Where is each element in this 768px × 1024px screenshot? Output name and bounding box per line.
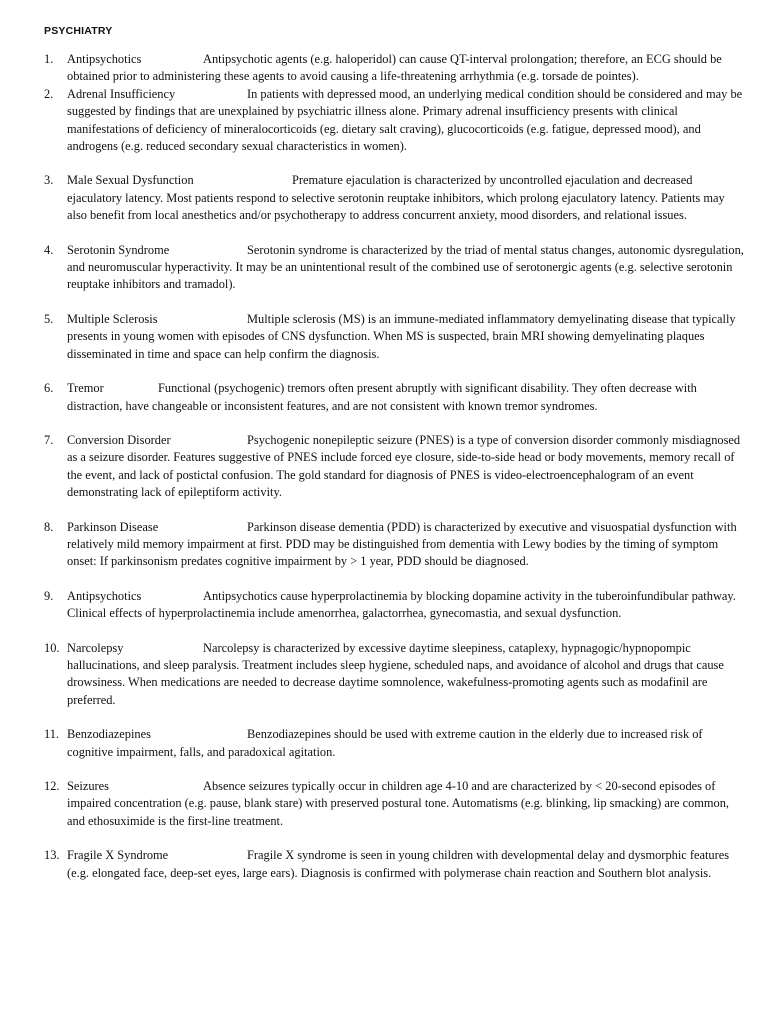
item-topic: Antipsychotics (67, 588, 142, 603)
item-topic: Male Sexual Dysfunction (67, 173, 194, 188)
item-topic: Parkinson Disease (67, 519, 159, 534)
list-item (44, 51, 744, 86)
item-topic: Antipsychotics (67, 52, 142, 66)
item-number: 11. (44, 727, 60, 742)
item-number: 2. (44, 86, 54, 101)
item-number: 10. (44, 640, 60, 655)
item-number: 1. (44, 52, 54, 66)
item-description: Psychogenic nonepileptic seizure (PNES) is a type of conversion disorder commonly misdiagnosed as a seizure disorder. Features suggestive of PNES include forced eye closure, side-to-side head or body movements, memory recall of the event, and lack of postictal confusion. The gold standard for diagnosis of PNES is video-electroencephalogram of an event demonstrating lack of epileptiform activity. (67, 432, 741, 500)
item-topic: Multiple Sclerosis (67, 311, 158, 326)
list-item (44, 519, 744, 571)
item-number: 6. (44, 381, 54, 396)
item-number: 5. (44, 311, 54, 326)
item-topic: Serotonin Syndrome (67, 242, 170, 257)
item-topic: Tremor (67, 381, 104, 396)
list-item (44, 86, 744, 156)
page-title: PSYCHIATRY (44, 25, 113, 37)
item-number: 13. (44, 848, 60, 863)
list-item (44, 172, 744, 224)
item-description: Premature ejaculation is characterized by uncontrolled ejaculation and decreased ejaculatory latency. Most patients respond to selective serotonin reuptake inhibitors, which prolong ejaculatory latency. Patients may also benefit from local anesthetics and/or psychotherapy to address concurrent anxiety, mood disorders, and relational issues. (67, 173, 725, 223)
item-number: 7. (44, 432, 54, 447)
item-description: Antipsychotics cause hyperprolactinemia by blocking dopamine activity in the tuberoinfundibular pathway. Clinical effects of hyperprolactinemia include amenorrhea, galactorrhea, gynecomastia, and sexual dysfunction. (67, 588, 736, 621)
item-topic: Seizures (67, 779, 109, 793)
item-description: Serotonin syndrome is characterized by the triad of mental status changes, autonomic dysregulation, and neuromuscular hyperactivity. It may be an unintentional result of the combined use of serotonergic agents (e.g. selective serotonin reuptake inhibitors and tramadol). (67, 242, 744, 292)
item-description: Fragile X syndrome is seen in young children with developmental delay and dysmorphic features (e.g. elongated face, deep-set eyes, large ears). Diagnosis is confirmed with polymerase chain reaction and Southern blot analysis. (67, 848, 730, 880)
list-item (44, 847, 744, 882)
item-topic: Fragile X Syndrome (67, 848, 169, 863)
item-description: Functional (psychogenic) tremors often present abruptly with significant disability. They often decrease with distraction, have changeable or inconsistent features, and are not consistent with known tremor syndromes. (67, 381, 697, 413)
list-item (44, 380, 744, 415)
topic-list (44, 51, 744, 882)
item-number: 12. (44, 779, 60, 793)
item-description: Parkinson disease dementia (PDD) is characterized by executive and visuospatial dysfunction with relatively mild memory impairment at first. PDD may be distinguished from dementia with Lewy bodies by the timing of symptom onset: If parkinsonism predates cognitive impairment by > 1 year, PDD should be diagnosed. (67, 519, 737, 569)
list-item (44, 726, 744, 761)
item-description: In patients with depressed mood, an underlying medical condition should be considered and may be suggested by findings that are unexplained by psychiatric illness alone. Primary adrenal insufficiency presents with clinical manifestations of deficiency of mineralocorticoids (eg. dietary salt craving), glucocorticoids (e.g. fatigue, depressed mood), and androgens (e.g. reduced secondary sexual characteristics in women). (67, 86, 743, 154)
item-number: 3. (44, 173, 54, 188)
item-description: Benzodiazepines should be used with extreme caution in the elderly due to increased risk of cognitive impairment, falls, and paradoxical agitation. (67, 727, 703, 759)
item-topic: Adrenal Insufficiency (67, 86, 176, 101)
list-item (44, 640, 744, 710)
list-item (44, 588, 744, 623)
item-number: 9. (44, 588, 54, 603)
item-number: 8. (44, 519, 54, 534)
list-item (44, 432, 744, 502)
item-description: Absence seizures typically occur in children age 4-10 and are characterized by < 20-second episodes of impaired concentration (e.g. pause, blank stare) with preserved postural tone. Automatisms (e.g. blinking, lip smacking) are common, and ethosuximide is the first-line treatment. (67, 779, 730, 828)
list-item (44, 778, 744, 830)
item-description: Multiple sclerosis (MS) is an immune-mediated inflammatory demyelinating disease that typically presents in young women with episodes of CNS dysfunction. When MS is suspected, brain MRI showing demyelinating plaques disseminated in time and space can help confirm the diagnosis. (67, 311, 736, 361)
item-topic: Conversion Disorder (67, 432, 171, 447)
item-topic: Benzodiazepines (67, 727, 151, 742)
list-item (44, 311, 744, 363)
item-description: Narcolepsy is characterized by excessive daytime sleepiness, cataplexy, hypnagogic/hypnopompic hallucinations, and sleep paralysis. Treatment includes sleep hygiene, scheduled naps, and avoidance of alcohol and drugs that cause drowsiness. When medications are needed to decrease daytime somnolence, wakefulness-promoting agents such as modafinil are preferred. (67, 640, 724, 707)
item-description: Antipsychotic agents (e.g. haloperidol) can cause QT-interval prolongation; therefore, an ECG should be obtained prior to administering these agents to avoid causing a life-threatening arrhythmia (e.g. torsade de pointes). (67, 52, 722, 84)
item-topic: Narcolepsy (67, 640, 124, 655)
list-item (44, 242, 744, 294)
item-number: 4. (44, 242, 54, 257)
